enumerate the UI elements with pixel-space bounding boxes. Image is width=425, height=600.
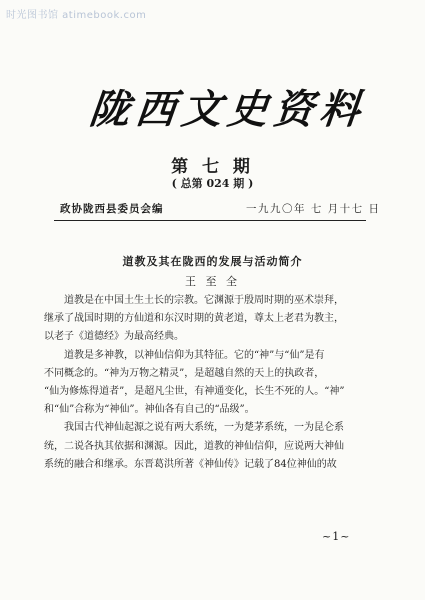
- editor-line: 政协陇西县委员会编: [60, 203, 164, 215]
- publication-masthead: 陇西文史资料: [87, 86, 369, 133]
- header-divider: [54, 220, 366, 221]
- body-line: 系统的融合和继承。东晋葛洪所著《神仙传》记载了84位神仙的故: [44, 458, 337, 470]
- body-line: 道教是多神教，以神仙信仰为其特征。它的“神”与“仙”是有: [64, 349, 325, 361]
- body-line: 继承了战国时期的方仙道和东汉时期的黄老道，尊太上老君为教主，: [44, 313, 344, 325]
- total-issue-number: ( 总第 024 期 ): [171, 177, 254, 190]
- page-number: ~1~: [322, 530, 351, 543]
- body-line: 我国古代神仙起源之说有两大系统，一为楚茅系统，一为昆仑系: [64, 422, 344, 434]
- body-line: 以老子《道德经》为最高经典。: [44, 331, 184, 343]
- body-line: 统，二说各执其依据和渊源。因此，道教的神仙信仰，应说两大神仙: [44, 440, 344, 452]
- article-title: 道教及其在陇西的发展与活动简介: [122, 255, 303, 268]
- body-line: “仙为修炼得道者”，是超凡尘世，有神通变化，长生不死的人。“神”: [44, 386, 345, 398]
- body-line: 道教是在中国土生土长的宗教。它渊源于殷周时期的巫术崇拜，: [64, 295, 344, 306]
- body-line: 和“仙”合称为“神仙”。神仙各有自己的“品级”。: [44, 404, 255, 416]
- article-body: [44, 292, 384, 474]
- issue-number: 第 七 期: [171, 157, 254, 177]
- body-line: 不同概念的。“神为万物之精灵”，是超越自然的天上的执政者，: [44, 367, 325, 379]
- publication-date: 一九九〇年 七 月十七 日: [246, 203, 381, 215]
- article-author: 王 至 全: [185, 275, 240, 288]
- watermark: 时光图书馆 atimebook.com: [6, 10, 147, 21]
